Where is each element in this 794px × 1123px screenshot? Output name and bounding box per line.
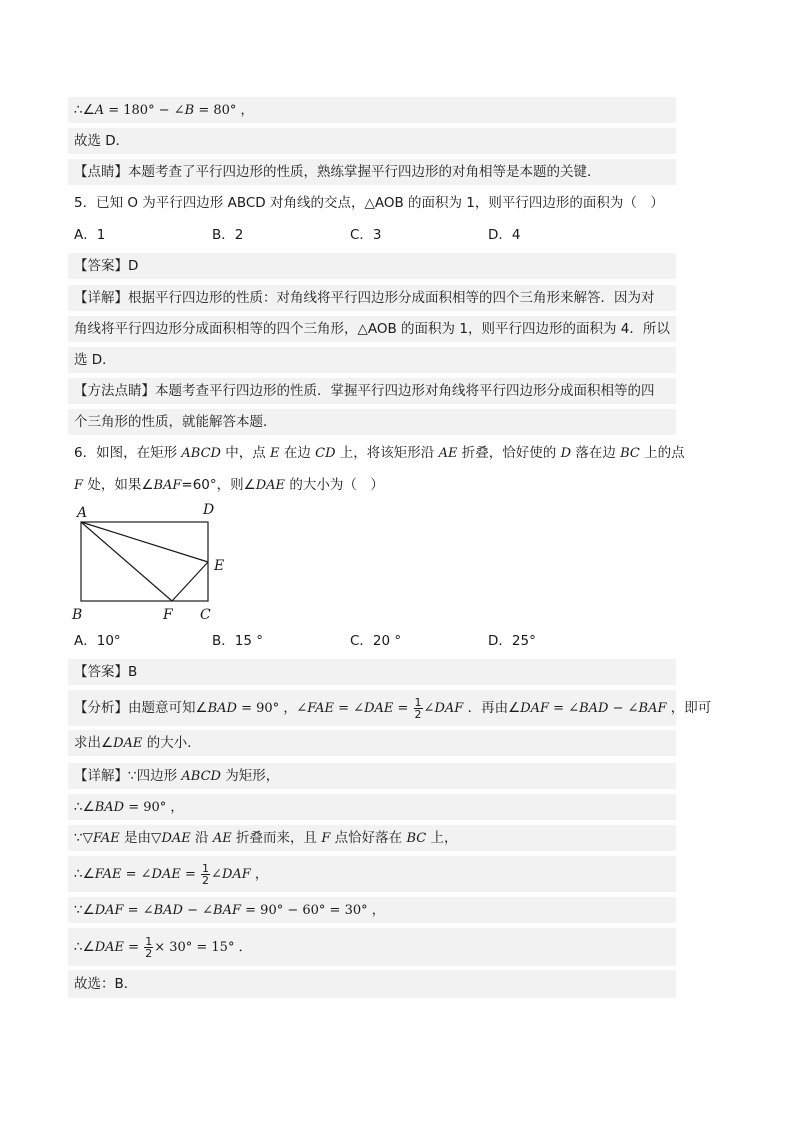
segment-fe	[172, 562, 208, 601]
q6-option-b: B．15 °	[212, 633, 263, 649]
q5-option-d: D．4	[488, 227, 521, 243]
label-a: A	[77, 505, 88, 521]
label-b: B	[72, 607, 83, 623]
q6-detail-4: ∴∠FAE = ∠DAE = $\frac{1}{2}$ ∠DAF ，	[68, 856, 676, 892]
q6-detail-3: ∵▽FAE 是由▽DAE 沿 AE 折叠而来，且 F 点恰好落在 BC 上，	[68, 825, 676, 851]
q5-method-1: 【方法点睛】本题考查平行四边形的性质．掌握平行四边形对角线将平行四边形分成面积相等的四	[68, 378, 676, 404]
q6-detail-5: ∵∠DAF = ∠BAD − ∠BAF = 90° − 60° = 30° ，	[68, 897, 676, 923]
q6-analysis-1: 【分析】由题意可知∠BAD = 90° ，∠FAE = ∠DAE = $\frac{1}{2}$ ∠DAF ．再由∠DAF = ∠BAD − ∠BAF ，即可	[68, 690, 676, 726]
q6-detail-6: ∴∠DAE = $\frac{1}{2}$ × 30° = 15° ．	[68, 928, 676, 966]
q6-detail-1: 【详解】∵四边形 ABCD 为矩形，	[68, 763, 676, 789]
q5-detail-2: 角线将平行四边形分成面积相等的四个三角形，△AOB 的面积为 1，则平行四边形的面积为 4．所以	[68, 316, 676, 342]
q5-options	[68, 222, 676, 248]
label-c: C	[200, 607, 211, 623]
rectangle-abcd	[81, 522, 208, 601]
q6-choose: 故选：B．	[68, 970, 676, 998]
q5-option-a: A．1	[74, 227, 106, 243]
q6-analysis-2: 求出∠DAE 的大小．	[68, 730, 676, 756]
prev-comment-line: 【点睛】本题考查了平行四边形的性质，熟练掌握平行四边形的对角相等是本题的关键．	[68, 159, 676, 185]
q6-option-a: A．10°	[74, 633, 121, 649]
prev-solution-line: ∴∠A = 180° − ∠B = 80° ，	[68, 97, 676, 123]
q5-stem: 5．已知 O 为平行四边形 ABCD 对角线的交点，△AOB 的面积为 1，则平行四边形的面积为（ ）	[74, 195, 664, 211]
q5-option-c: C．3	[350, 227, 382, 243]
q6-detail-2: ∴∠BAD = 90° ，	[68, 794, 676, 820]
q6-stem-1: 6．如图，在矩形 ABCD 中，点 E 在边 CD 上，将该矩形沿 AE 折叠，恰好使的 D 落在边 BC 上的点	[74, 445, 685, 461]
q6-option-c: C．20 °	[350, 633, 402, 649]
fraction-one-half: $\frac{1}{2}$	[145, 934, 153, 960]
label-d: D	[203, 502, 215, 518]
q6-answer: 【答案】B	[68, 659, 676, 685]
q5-option-b: B．2	[212, 227, 244, 243]
rectangle-fold-figure	[60, 498, 250, 628]
q6-option-d: D．25°	[488, 633, 536, 649]
q5-method-2: 个三角形的性质，就能解答本题．	[68, 409, 676, 435]
segment-ae	[81, 522, 208, 562]
fraction-one-half: $\frac{1}{2}$	[414, 695, 422, 721]
q6-options	[68, 628, 676, 654]
prev-choose-line: 故选 D．	[68, 128, 676, 154]
q5-detail-1: 【详解】根据平行四边形的性质：对角线将平行四边形分成面积相等的四个三角形来解答．因为对	[68, 285, 676, 311]
q5-answer: 【答案】D	[68, 253, 676, 279]
q6-stem-2: F 处，如果∠BAF=60°，则∠DAE 的大小为（ ）	[74, 477, 384, 493]
segment-af	[81, 522, 172, 601]
label-f: F	[163, 607, 173, 623]
q5-detail-3: 选 D．	[68, 347, 676, 373]
label-e: E	[214, 558, 225, 574]
fraction-one-half: $\frac{1}{2}$	[202, 861, 210, 887]
